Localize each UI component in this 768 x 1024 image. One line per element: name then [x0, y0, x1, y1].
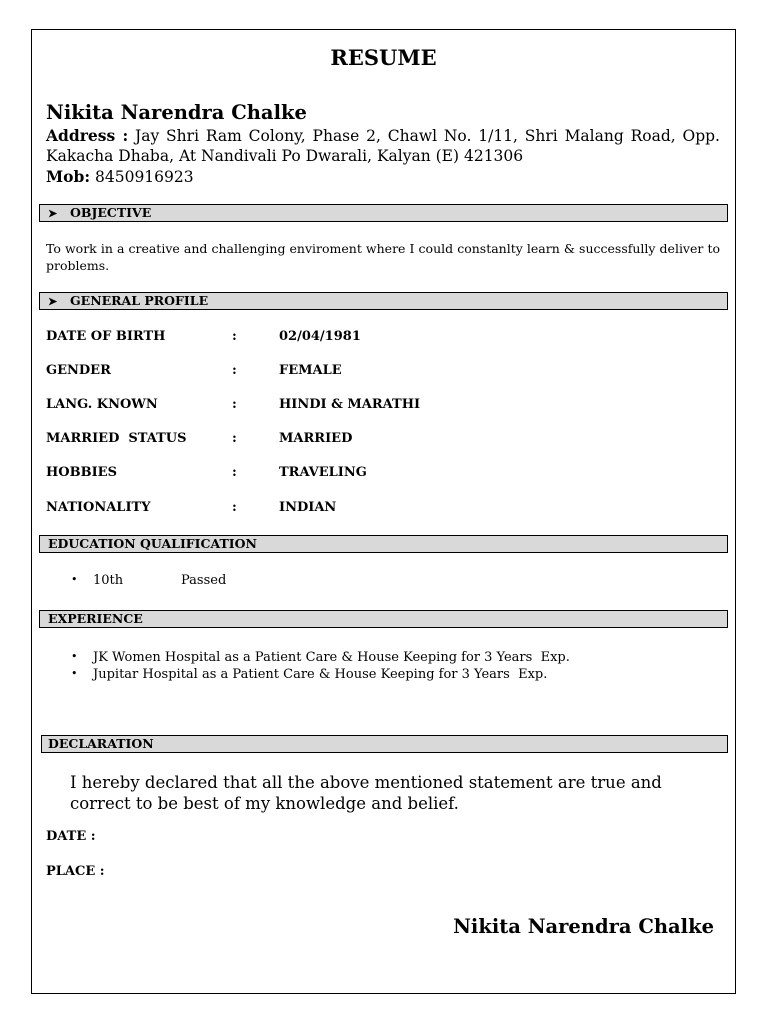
mobile-label: Mob:	[46, 167, 91, 186]
declaration-heading-label: DECLARATION	[48, 736, 154, 751]
profile-label: HOBBIES	[46, 465, 117, 480]
experience-item: Jupitar Hospital as a Patient Care & House Keeping for 3 Years Exp.	[93, 667, 548, 682]
objective-heading	[39, 204, 728, 222]
bullet-icon: •	[71, 573, 78, 586]
mobile-number: 8450916923	[95, 168, 194, 186]
profile-label: NATIONALITY	[46, 500, 151, 515]
profile-label: DATE OF BIRTH	[46, 329, 166, 344]
address-text: Jay Shri Ram Colony, Phase 2, Chawl No. 1/11, Shri Malang Road, Opp. Kakacha Dhaba, At Nandivali Po Dwarali, Kalyan (E) 421306	[46, 127, 720, 165]
arrow-icon: ➤	[48, 207, 58, 220]
signature-name: Nikita Narendra Chalke	[453, 915, 714, 938]
profile-colon: :	[232, 431, 237, 446]
declaration-heading	[41, 735, 728, 753]
list-item	[32, 573, 732, 591]
address-block	[46, 126, 720, 166]
profile-value: TRAVELING	[279, 465, 367, 480]
place-label: PLACE :	[46, 864, 105, 879]
general-profile-heading-label: GENERAL PROFILE	[70, 293, 209, 308]
applicant-name: Nikita Narendra Chalke	[46, 101, 307, 124]
profile-colon: :	[232, 465, 237, 480]
profile-value: 02/04/1981	[279, 329, 361, 344]
education-item: 10th Passed	[93, 573, 227, 588]
list-item	[32, 650, 732, 668]
mobile-line	[46, 167, 194, 186]
profile-value: INDIAN	[279, 500, 337, 515]
education-heading	[39, 535, 728, 553]
profile-value: FEMALE	[279, 363, 342, 378]
profile-value: MARRIED	[279, 431, 353, 446]
profile-colon: :	[232, 397, 237, 412]
resume-page	[31, 29, 736, 994]
general-profile-heading	[39, 292, 728, 310]
experience-item: JK Women Hospital as a Patient Care & House Keeping for 3 Years Exp.	[93, 650, 570, 665]
experience-heading-label: EXPERIENCE	[48, 611, 143, 626]
profile-label: LANG. KNOWN	[46, 397, 158, 412]
experience-heading	[39, 610, 728, 628]
arrow-icon: ➤	[48, 295, 58, 308]
objective-heading-label: OBJECTIVE	[70, 205, 152, 220]
objective-text: To work in a creative and challenging enviroment where I could constanlty learn & successfully deliver to problems.	[46, 241, 720, 273]
education-heading-label: EDUCATION QUALIFICATION	[48, 536, 257, 551]
address-label: Address :	[46, 126, 129, 145]
profile-colon: :	[232, 363, 237, 378]
date-label: DATE :	[46, 829, 96, 844]
declaration-text: I hereby declared that all the above mentioned statement are true and correct to be best of my knowledge and belief.	[70, 773, 662, 813]
document-title: RESUME	[330, 45, 437, 70]
profile-colon: :	[232, 500, 237, 515]
list-item	[32, 667, 732, 685]
bullet-icon: •	[71, 650, 78, 663]
profile-label: GENDER	[46, 363, 111, 378]
profile-value: HINDI & MARATHI	[279, 397, 421, 412]
bullet-icon: •	[71, 667, 78, 680]
profile-label: MARRIED STATUS	[46, 431, 187, 446]
profile-colon: :	[232, 329, 237, 344]
